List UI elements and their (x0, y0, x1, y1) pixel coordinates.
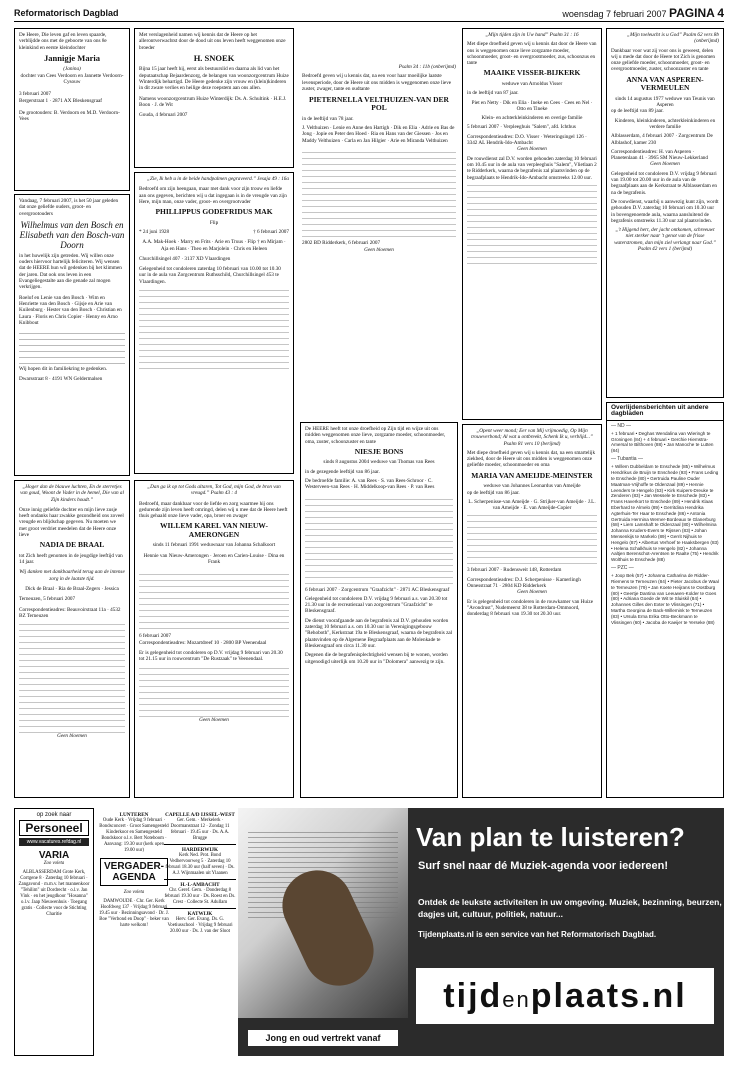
ad-family: Piet en Netty · Dik en Elia · Ineke en Cees · Cees en Nel · Otto en Tineke (471, 99, 593, 112)
ad-correspondence: Correspondentieadres: D.J. Scherpenisse · Kamerlingh Onnesstraat 71 · 2804 KD Ridderkerk (467, 576, 581, 590)
ad-correspondence: Correspondentieadres: Mozartdreef 10 · 2800 BP Veenendaal (139, 639, 267, 646)
section-nd: — ND — (611, 422, 631, 429)
ad-text-block (467, 184, 597, 264)
ad-parents: dochter van Cees Verdoorn en Jannette Verdoorn-Cysouw (20, 72, 124, 85)
ad-no-flowers: Geen bloemen (517, 146, 547, 153)
ad-text: De Heere, Die leven gaf en leven spaarde, verblijdde ons met de geboorte van ons 8e kleinkind en eerste kleindochter (19, 32, 107, 51)
ad-text: Vandaag, 7 februari 2007, is het 50 jaar geleden dat onze geliefde ouders, groot- en overgrootouders (19, 198, 119, 217)
personeel-ad (14, 808, 94, 1056)
ad-text-block (139, 569, 289, 629)
ad-name: MAAIKE VISSER-BIJKERK (483, 68, 581, 78)
ad-age: op de leeftijd van 86 jaar. (467, 489, 520, 496)
ad-death-vanameijde (462, 424, 602, 798)
ad-age: in de leeftijd van 87 jaar. (467, 90, 519, 97)
ad-name: Wilhelmus van den Bosch en Elisabeth van den Bosch-van Doorn (19, 219, 125, 250)
agenda-heading: H.-I.-AMBACHT (164, 879, 236, 888)
ad-address: Terneuzen, 5 februari 2007 (19, 596, 76, 603)
ad-family: L. Scherpenisse-van Ameijde · G. Strijker-van Ameijde · J.L. van Ameijde · E. van Ameijde-Copier (468, 498, 596, 512)
ad-text-block (305, 494, 453, 584)
ad-grandparents: De grootouders: B. Verdoorn en M.D. Verdoorn-Vees (19, 109, 120, 123)
ad-text: Wij hopen dit in familiekring te gedenken. (19, 366, 108, 373)
ad-quote: „Mijn tijden zijn in Uw hand” Psalm 31 : 16 (485, 32, 579, 38)
ad-nickname: Flip (209, 219, 219, 226)
ad-text-block (139, 667, 289, 717)
ad-text: Dankbaar voor wat zij voor ons is geweest, delen wij u mede dat door de Heere tot Zich is genomen onze geliefde moeder, schoonmoeder, groot- en overgrootmoeder, zuster, schoonzuster en tante (611, 47, 716, 73)
violin-sheet-music-image (238, 808, 408, 1018)
ad-family: J. Velthuizen · Lenie en Anne den Hartigh · Dik en Elia · Adrie en Bas de Jong · Jopie en Peter den Hoed · Ria en Hans van der Giessen · Jos en Maddy Velthuizen · Carla en Jan Hilgier · Arie en Miranda Velthuizen (302, 125, 455, 144)
ad-text: De rouwdienst, waarbij u aanwezig kunt zijn, wordt gehouden D.V. zaterdag 10 februari om 10.30 uur in bovengenoemde aula, waarna aansluitend de begrafenis omstreeks 11.30 uur zal plaatsvinden. (611, 198, 719, 224)
section-nd-text: + 1 februari • Deghas Wendalina van Wieringh te Groningen (84) + 4 februari • Gerchie Hiemstra-Amersal te Bilthoven (88) • Jan Manoche te Lutten (84) (611, 430, 714, 454)
agenda-text: Oude Kerk · Vrijdag 9 februari · Bondsconcert · Groot Samengesteld Kinderkoor en Samengesteld Bondskoor o.l.v. Bert Noteboom · Aanvang: 19.30 uur (kerk open 19.00 uur) (99, 818, 169, 853)
ad-detail: tot Zich heeft genomen in de jeugdige leeftijd van 14 jaar. (19, 552, 123, 566)
agenda-text: Herv. Ger. Evang. Ds. G. Voetiusschool · Vrijdag 9 februari 20.00 uur · Ds. J. van der Sloot (167, 917, 233, 934)
ad-correspondence: Correspondentieadres: H. van Asperen · Planetenlaan 41 · 3965 SM Nieuw-Lekkerland (611, 148, 708, 162)
advertisement-area (14, 808, 724, 1060)
ad-footer: Tijdenplaats.nl is een service van het Reformatorisch Dagblad. (418, 930, 657, 939)
ad-text: Bedroefd geven wij u kennis dat, na een voor haar moeilijke laatste levensperiode, door de Heere uit ons midden is weggenomen onze lieve zuster, zwager, tante en oudtante (302, 73, 452, 93)
ad-text: Bedroefd om zijn heengaan, maar met dank voor zijn trouw en liefde aan ons gegeven, berichten wij u dat ingegaan is in de vreugde van zijn Here, mijn man, onze vader, groot- en overgrootvader (139, 186, 287, 205)
overlijdens-panel (606, 402, 724, 798)
section-tubantia-text: + Willem Dubbeldam te Enschede (85) • Wilhelmus Hendrikus de Bruijn te Enschede (93) • Frans Leding te Enschede (80) • Gertruida Pauline Ouder Maatman-Vrijhoffe te Oldenzaal (89) • Hennie Leenders te Hengelo (53) • Kirk Kuipers-Dreuke te Zenderen (83) • Jan Wessele te Enschede (83) • Frans Haverkort te Enschede (89) • Hendrik Klaas Eberhard te Almelo (89) • Gerritdina Hendrika Agterhuis-Ter Haar te Enschede (86) • Antonia Gertruida Hermina Werner-Bordeaux te Glanerburg (68) • Liem Lamshaft te Oldenzaal (80) • Wilhelmina Johanna Kruders-Evers te Rijssen (83) • Johan Mensenkijs te Markelo (89) • Gerrit Nijhuis te Hengelo (87) • Albertus Verhoef te Haaksbergen (83) • Helena Schalkhuis te Hengelo (82) • Johanna Aaltjen Berenschot-Arentsen te Raalte (75) • Hendrik Wolthuis te Enschede (88) (611, 464, 719, 563)
ad-detail: weduwe van Arnoldus Visser (501, 80, 563, 87)
ad-family: Hennie van Nieuw-Amerongen · Jeroen en Carien-Louise · Dina en Frank (143, 552, 285, 566)
ad-death-velthuizen (302, 64, 456, 364)
ad-text: Met diepe droefheid geven wij u kennis dat, na een smartelijk ziekbed, door de Heere uit ons midden is weggenomen onze geliefde moeder, schoonmoeder en oma (467, 449, 596, 469)
agenda-heading: HARDERWIJK (164, 844, 236, 853)
ad-slogan: Jong en oud vertrekt vanaf (248, 1030, 398, 1046)
ad-subheadline: Surf snel naar dé Muziek-agenda voor iedereen! (418, 860, 669, 872)
ad-death-snoek (134, 28, 294, 168)
ad-kids: Kinderen, kleinkinderen, achterkleinkinderen en verdere familie (614, 117, 716, 130)
agenda-text: Chr. Geref. Gem. · Donderdag 8 februari 19.30 uur · Ds. Roest en Ds. Crest · Collecte St. Adullam (164, 888, 236, 905)
ad-headline: Van plan te luisteren? (416, 822, 685, 852)
ad-text: Er is gelegenheid tot condoleren in de rouwkamer van Huize "Avondrust", Nudemeerst 38 te Rotterdam-Ommoord, donderdag 8 februari van 19.30 tot 20.30 uur. (467, 598, 594, 618)
ad-text-block (19, 623, 125, 733)
ad-no-flowers: Geen bloemen (364, 246, 394, 253)
ad-text-block (467, 514, 597, 564)
ad-kids: Klein- en achterkleinkinderen en overige familie (481, 115, 583, 122)
header-rule (14, 21, 724, 22)
personeel-tagline: op zoek naar (36, 812, 72, 818)
ad-no-flowers: Geen bloemen (199, 716, 229, 723)
vergader-agenda-logo: VERGADER-AGENDA (100, 858, 168, 886)
ad-age: op de leeftijd van 89 jaar. (611, 108, 664, 115)
ad-text: in het huwelijk zijn getreden. Wij willen onze ouders hiervoor hartelijk feliciteren. Wij wensen dat de HEERE hun wil gedenken bij het klimmen der jaren. Dat ook ons leven in een Evangeliegestalte aan die genade zal mogen verkrijgen. (19, 252, 122, 291)
ad-address: 3 februari 2007 · Rudensweit 148, Rotterdam (467, 567, 562, 574)
ad-death-visser (462, 28, 602, 420)
ad-address: Gouda, 4 februari 2007 (139, 112, 188, 119)
ad-quote: „Opent weer mond; Eer van Mij vrijmoedig, Op Mijn trouwverbond; Al wat u ontbreekt, Schenk Ik u, verblijd...” Psalm 81 vers 10 (berijmd) (471, 428, 593, 447)
ad-correspondence: Correspondentieadres: Beauvoirstraat 11a · 4532 BZ Terneuzen (19, 606, 121, 619)
ad-quote: „Dan ga ik op tot Gods altaren, Tot God, mijn God, de bron van vreugd.” Psalm 43 : 4 (147, 484, 281, 497)
ad-death-vanasperen (606, 28, 724, 398)
ad-text: Bijna 15 jaar heeft hij, eerst als bestuurslid en daarna als lid van het deputaatschap Bejaardenzorg, de belangen van woonzorgcentrum Huize Winterdijk behartigd. De Heere gedenke zijn vrouw en (klein)kinderen in dit zware verlies en heilige deze roepstem aan ons allen. (139, 66, 289, 92)
ad-address: 2802 BD Ridderkerk, 6 februari 2007 (302, 240, 381, 247)
varia-text: ALBLASSERDAM Grote Kerk, Cortgene 8 · Zaterdag 10 februari · Zangavond · m.m.v. het mannenkoor "Tehilim" uit Dordrecht · o.l.v. Jan Vink · en het jeugdkoor "Hosanna" o.l.v. Jaap Nieuwenhuis · Toegang gratis · Collecte voor de Stichting Charitie (18, 870, 90, 917)
ad-detail: in de leeftijd van 78 jaar. (302, 115, 354, 122)
ad-date: 3 februari 2007 (19, 91, 51, 98)
ad-text: Gelegenheid tot condoleren D.V. vrijdag 9 februari a.s. van 20.30 tot 21.30 uur in de recreatiezaal van zorgcentrum "Graafzicht" te Bleskensgraaf. (305, 595, 448, 615)
ad-address: Dwarsstraat 8 · 4191 WN Geldermalsen (19, 376, 103, 383)
ad-quote: Psalm 34 : 11b (onberijmd) (398, 64, 456, 70)
overlijdens-title: Overlijdensberichten uit andere dagbladen (607, 403, 723, 421)
ad-quote: „Mijn toeleucht is u God” Psalm 62 vers 8b (onberijmd) (627, 32, 719, 45)
ad-detail: sinds 8 augustus 2004 weduwe van Thomas van Rees (323, 459, 435, 466)
ad-correspondence: Correspondentieadres: D.O. Visser · Weteringsingel 126 · 3342 AL Hendrik-Ido-Ambacht (467, 133, 587, 147)
ad-no-flowers: Geen bloemen (517, 589, 547, 596)
ad-address: Churchillsingel 407 · 3137 XD Vlaardingen (139, 255, 231, 262)
ad-family: De bedroefde familie: A. van Rees · S. van Rees-Schroor · C. Westerveen-van Rees · H. Middelkoop-van Rees · P. van Rees (305, 477, 435, 491)
ad-address: Bergerstraat 1 · 2871 AX Bleskensgraaf (19, 97, 103, 104)
ad-name: MARIA VAN AMEIJDE-MEINSTER (471, 470, 593, 480)
tijdenplaats-ad[interactable] (238, 808, 724, 1056)
ad-poem: „'t Hijgend hert, der jacht ontkomen, schreeuwt niet sterker naar 't genot van de frisse waterstromen, dan mijn ziel verlangt naar God.” Psalm 42 vers 1 (berijmd) (614, 227, 716, 253)
ad-dates: * 24 juni 1928 † 6 februari 2007 (139, 228, 289, 235)
ad-text-block (302, 147, 456, 237)
ad-text-block (139, 289, 289, 369)
ad-birth-jannigje (14, 28, 130, 191)
ad-death-vannieuwamerongen (134, 480, 294, 798)
ad-family: Roelof en Lenie van den Bosch · Wim en Henriette van den Bosch · Gijsje en Arie van Kuilenburg · Hester van den Bosch · Christian en Laura · Floris en Chris Copier · Henny en Arno Knibbout (19, 294, 122, 326)
ad-death-nadia (14, 480, 130, 798)
section-pzc-text: + Joop Bek (57) • Johanna Catharina de Ridder-Riemens te Terneuzen (84) • Pieter Jacobus de Waal te Terneuzen (79) • Jan Koete Heijrans te Oostburg (80) • Geertje Dantina van Leeuwen-Kolder te Goes (80) • Adriana Goede de Wit te Sluiskil (84) • Johannes Gilles den Exter te Vlissingen (71) • Martha Georgina de Back-Willemink te Terneuzen (83) • Ursula Erna Erika Otto-Beckmann te Vlissingen (60) • Jacoba de Kaeijer te Yerseke (88) (611, 573, 719, 625)
personeel-url[interactable]: www.vacatures.refdag.nl (19, 838, 89, 846)
ad-name: NIESJE BONS (354, 446, 404, 456)
ad-no-flowers: Geen bloemen (650, 161, 680, 168)
ad-text: Gelegenheid tot condoleren zaterdag 10 februari van 10.00 tot 10.30 uur in de aula van Zorgcentrum Ruthsschild, Churchillsingel 453 te Vlaardingen. (139, 266, 281, 285)
ad-body: Ontdek de leukste activiteiten in uw omgeving. Muziek, bezinning, beurzen, dagjes uit, cultuur, politiek, natuur... (418, 897, 722, 919)
ad-text: Gelegenheid tot condoleren D.V. vrijdag 9 februari van 19.00 tot 20.00 uur in de aula van de begraafplaats aan de Kerkstraat te Alblasserdam en na de begrafenis. (611, 170, 718, 196)
ad-nickname: (Janina) (63, 66, 81, 73)
agenda-col-2 (164, 808, 236, 935)
ad-text: De rouwdienst zal D.V. worden gehouden zaterdag 10 februari om 10.45 uur in de aula van verpleeghuis "Salem", Vlietlaan 2 te Ridderkerk, waarna de begrafenis zal plaatsvinden op de begraafplaats te Hendrik-Ido-Ambacht omstreeks 12.00 uur. (467, 155, 597, 181)
ad-text: De HEERE heeft tot onze droefheid op Zijn tijd en wijze uit ons midden weggenomen onze lieve, zorgzame moeder, schoonmoeder, oma, zuster, schoonzuster en tante (305, 426, 446, 445)
ad-quote: „Zie, Ik heb u in de beide handpalmen gegraveerd.” Jesaja 49 : 16a (147, 176, 289, 182)
ad-address: Alblasserdam, 4 februari 2007 · Zorgcentrum De Alblashof, kamer 230 (611, 133, 713, 146)
ad-address: 5 februari 2007 · Verpleeghuis "Salem", afd. Ichthus (467, 124, 576, 131)
ad-text: Bedroefd, maar dankbaar voor de liefde en zorg waarmee hij ons gedurende zijn leven heeft omringd, delen wij u mee dat de Heere heeft thuis gehaald onze lieve vader, opa, broer en zwager (139, 500, 288, 520)
ad-age: in de gezegende leeftijd van 86 jaar. (305, 468, 380, 475)
ad-name: Jannigje Maria (44, 52, 100, 63)
agenda-text: DAMWOUDE · Chr. Ger. Kerk Hoofdweg 137 · Vrijdag 9 februari 19.45 uur · Bezinningsavond · Dr. J. Boe "Verbond en Doop" · beker van harte welkom! (99, 899, 169, 928)
agenda-col-1 (98, 808, 170, 929)
agenda-text: Ger. Gem. · Merkelerk · Doormanstraat 12 · Zondag 11 februari · 19.45 uur · Ds. A.A. Brugge (170, 818, 230, 841)
ad-thanks: Wij danken met dankbaarheid terug aan de intense zorg in de laatste tijd. (19, 569, 125, 582)
ad-address: 6 februari 2007 (139, 633, 171, 640)
ad-name: WILLEM KAREL VAN NIEUW-AMERONGEN (159, 521, 268, 539)
ad-anniversary-vandenbosch (14, 194, 130, 476)
ad-family: Dick de Braal · Ria de Braal-Zegers · Jessica (25, 586, 119, 593)
ad-name: PIETERNELLA VELTHUIZEN-VAN DER POL (309, 94, 449, 113)
varia-sub: Zoo voleta (43, 861, 65, 866)
personeel-logo: Personeel (19, 820, 89, 836)
ad-death-mak (134, 172, 294, 474)
ad-text: Met verslagenheid namen wij kennis dat de Heere op het allerontverwachtst door de dood uit ons leven heeft weggenomen onze broeder (139, 32, 286, 51)
tijdenplaats-logo[interactable]: tijdenplaats.nl (416, 968, 714, 1024)
ad-detail: sinds 14 augustus 1977 weduwe van Teunis van Asperen (615, 95, 715, 109)
ad-detail: weduwe van Johannes Leonardus van Ameijde (483, 483, 581, 490)
agenda-heading: KATWIJK (164, 908, 236, 917)
ad-name: ANNA VAN ASPEREN-VERMEULEN (626, 74, 704, 93)
agenda-heading: LUNTEREN (119, 812, 149, 818)
ad-text: Er is gelegenheid tot condoleren op D.V. vrijdag 9 februari van 20.30 tot 21.15 uur in rouwcentrum "De Rustzaak" te Veenendaal. (139, 649, 283, 663)
vergader-sub: Zoo voleta (123, 890, 145, 895)
ad-text: De dienst voorafgaande aan de begrafenis zal D.V. gehouden worden zaterdag 10 februari a.s. om 10.30 uur in Verenigingsgebouw "Rehoboth", Kerkstraat 19a te Bleskensgraaf, waarna de begrafenis zal plaatsvinden op de Algemene Begraafplaats aan de Molenkade te Bleskensgraaf om circa 11.30 uur. (305, 617, 453, 649)
page-date: woensdag 7 februari 2007 PAGINA 4 (562, 6, 724, 20)
ad-signature: Namens woonzorgcentrum Huize Winterdijk: Ds. A. Schultink · H.E.J. Boon · J. de Wit (139, 95, 287, 108)
section-tubantia: — Tubantia — (611, 456, 643, 463)
ad-quote: „Hoger dan de blauwe luchten, En de sterretjes van goud, Woont de Vader in de hemel, Die van al Zijn kinders houdt.” (20, 484, 124, 503)
ad-family: A.A. Mak-Hoek · Marry en Frits · Arie en Truus · Flip † en Mirjam · Aja en Hans · Theo en Marjolein · Chris en Heleen (142, 239, 286, 252)
ad-death-bons (300, 422, 458, 798)
page-header (14, 6, 724, 20)
family-list-block (19, 328, 125, 364)
paper-name: Reformatorisch Dagblad (14, 8, 119, 18)
agenda-heading: CAPELLE A/D IJSSEL-WEST (165, 812, 235, 818)
ad-name: NADIA DE BRAAL (39, 540, 105, 550)
ad-text: Onze innig geliefde dochter en mijn lieve zusje heeft ondanks haar zwakke gezondheid ons zoveel vreugde en blijdschap gegeven. Nu moeten we met groot verdriet meedelen dat de Heere onze lieve (19, 506, 124, 539)
ad-name: H. SNOEK (193, 52, 235, 63)
ad-text: Met diepe droefheid geven wij u kennis dat door de Heere van ons is weggenomen onze lieve zorgzame moeder, schoonmoeder, groot- en overgrootmoeder, zus, schoonzus en tante (467, 41, 597, 67)
section-pzc: — PZC — (611, 564, 634, 571)
varia-heading: VARIA (38, 850, 70, 861)
ad-address: 6 februari 2007 · Zorgcentrum "Graafzicht" · 2871 AC Bleskensgraaf (305, 586, 450, 593)
agenda-text: Kerk Ned. Prot. Bond Vedhervoorweg 5 · Zaterdag 10 februari 18.30 uur (half seven) · Ds. A.J. Wijnmaalen uit Ylaanen (165, 853, 235, 876)
ad-name: PHILLIPPUS GODEFRIDUS MAK (155, 207, 273, 217)
ad-no-flowers: Geen bloemen (57, 733, 87, 740)
ad-text: Degenen die de begrafenisplechtigheid wensen bij te wonen, worden uitgenodigd uiterlijk om 10.20 uur in "Dolomera" aanwezig te zijn. (305, 652, 448, 665)
ad-detail: sinds 11 februari 1991 weduwnaar van Johanna Schalkoort (152, 542, 276, 549)
